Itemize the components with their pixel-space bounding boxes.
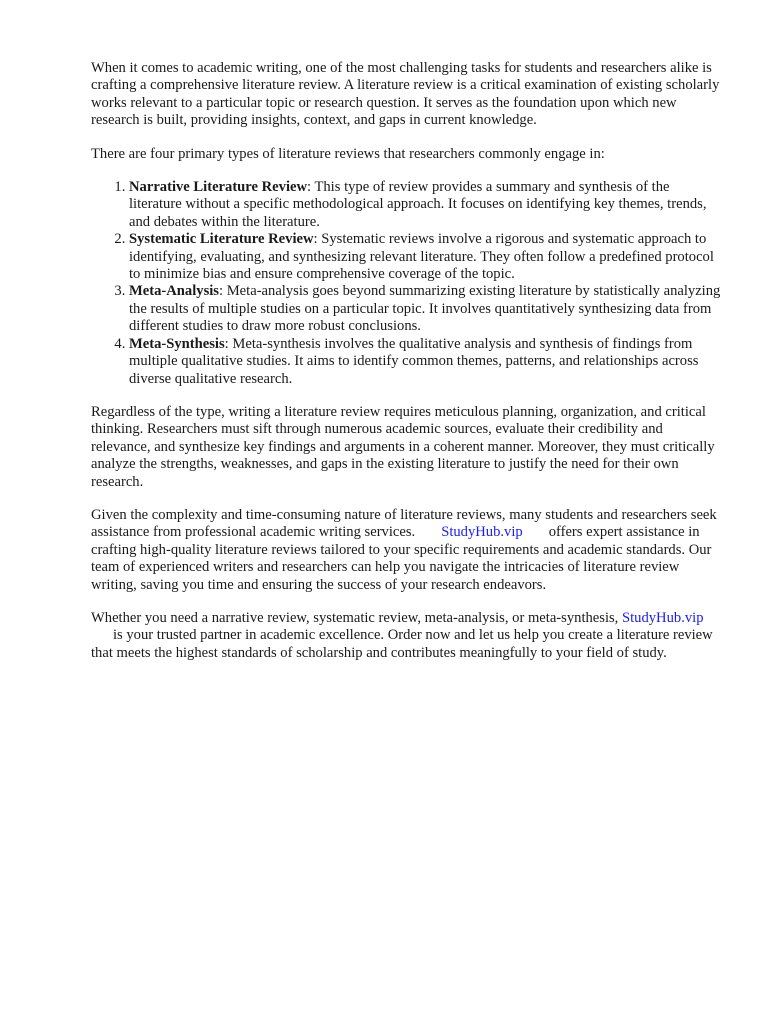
- services-paragraph: [91, 507, 725, 594]
- list-item-term: Systematic Literature Review: [129, 231, 314, 248]
- list-item-term: Narrative Literature Review: [129, 179, 308, 196]
- services-text-before: Given the complexity and time-consuming nature of literature reviews, many students and researchers seek assistance from professional academic writing services.: [91, 506, 717, 541]
- closing-text-after: is your trusted partner in academic excellence. Order now and let us help you create a literature review that meets the highest standards of scholarship and contributes meaningfully to your field of study.: [91, 627, 713, 661]
- list-item-text: : Systematic reviews involve a rigorous and systematic approach to identifying, evaluating, and synthesizing relevant literature. They often follow a predefined protocol to minimize bias and ensure comprehensive coverage of the topic.: [129, 231, 714, 283]
- studyhub-link[interactable]: StudyHub.vip: [622, 609, 704, 626]
- list-item-text: : Meta-synthesis involves the qualitative analysis and synthesis of findings from multiple qualitative studies. It aims to identify common themes, patterns, and relationships across diverse qualitative research.: [129, 335, 699, 387]
- closing-paragraph: [91, 610, 725, 662]
- list-item-term: Meta-Synthesis: [129, 335, 225, 352]
- list-item-text: : Meta-analysis goes beyond summarizing existing literature by statistically analyzing the results of multiple studies on a particular topic. It involves quantitatively synthesizing data from different studies to draw more robust conclusions.: [129, 283, 721, 335]
- list-item: [129, 336, 725, 388]
- list-item: [129, 231, 725, 283]
- document-body: [91, 60, 725, 678]
- list-item: [129, 283, 725, 335]
- list-item-term: Meta-Analysis: [129, 283, 219, 300]
- intro-paragraph: When it comes to academic writing, one of the most challenging tasks for students and researchers alike is crafting a comprehensive literature review. A literature review is a critical examination of existing scholarly works relevant to a particular topic or research question. It serves as the foundation upon which new research is built, providing insights, context, and gaps in current knowledge.: [91, 60, 720, 129]
- studyhub-link[interactable]: StudyHub.vip: [441, 524, 523, 541]
- types-lead-paragraph: There are four primary types of literature reviews that researchers commonly engage in:: [91, 145, 605, 162]
- regardless-paragraph: Regardless of the type, writing a literature review requires meticulous planning, organization, and critical thinking. Researchers must sift through numerous academic sources, evaluate their credibility and relevance, and synthesize key findings and arguments in a coherent manner. Moreover, they must critically analyze the strengths, weaknesses, and gaps in the existing literature to justify the need for their own research.: [91, 403, 715, 490]
- list-item-text: : This type of review provides a summary and synthesis of the literature without a specific methodological approach. It focuses on identifying key themes, trends, and debates within the literature.: [129, 179, 707, 230]
- list-item: [129, 179, 725, 231]
- closing-text-before: Whether you need a narrative review, systematic review, meta-analysis, or meta-synthesis,: [91, 609, 619, 626]
- review-types-list: [91, 179, 725, 388]
- services-text-after: offers expert assistance in crafting high-quality literature reviews tailored to your specific requirements and academic standards. Our team of experienced writers and researchers can help you navigate the intricacies of literature review writing, saving you time and ensuring the success of your research endeavors.: [91, 524, 712, 593]
